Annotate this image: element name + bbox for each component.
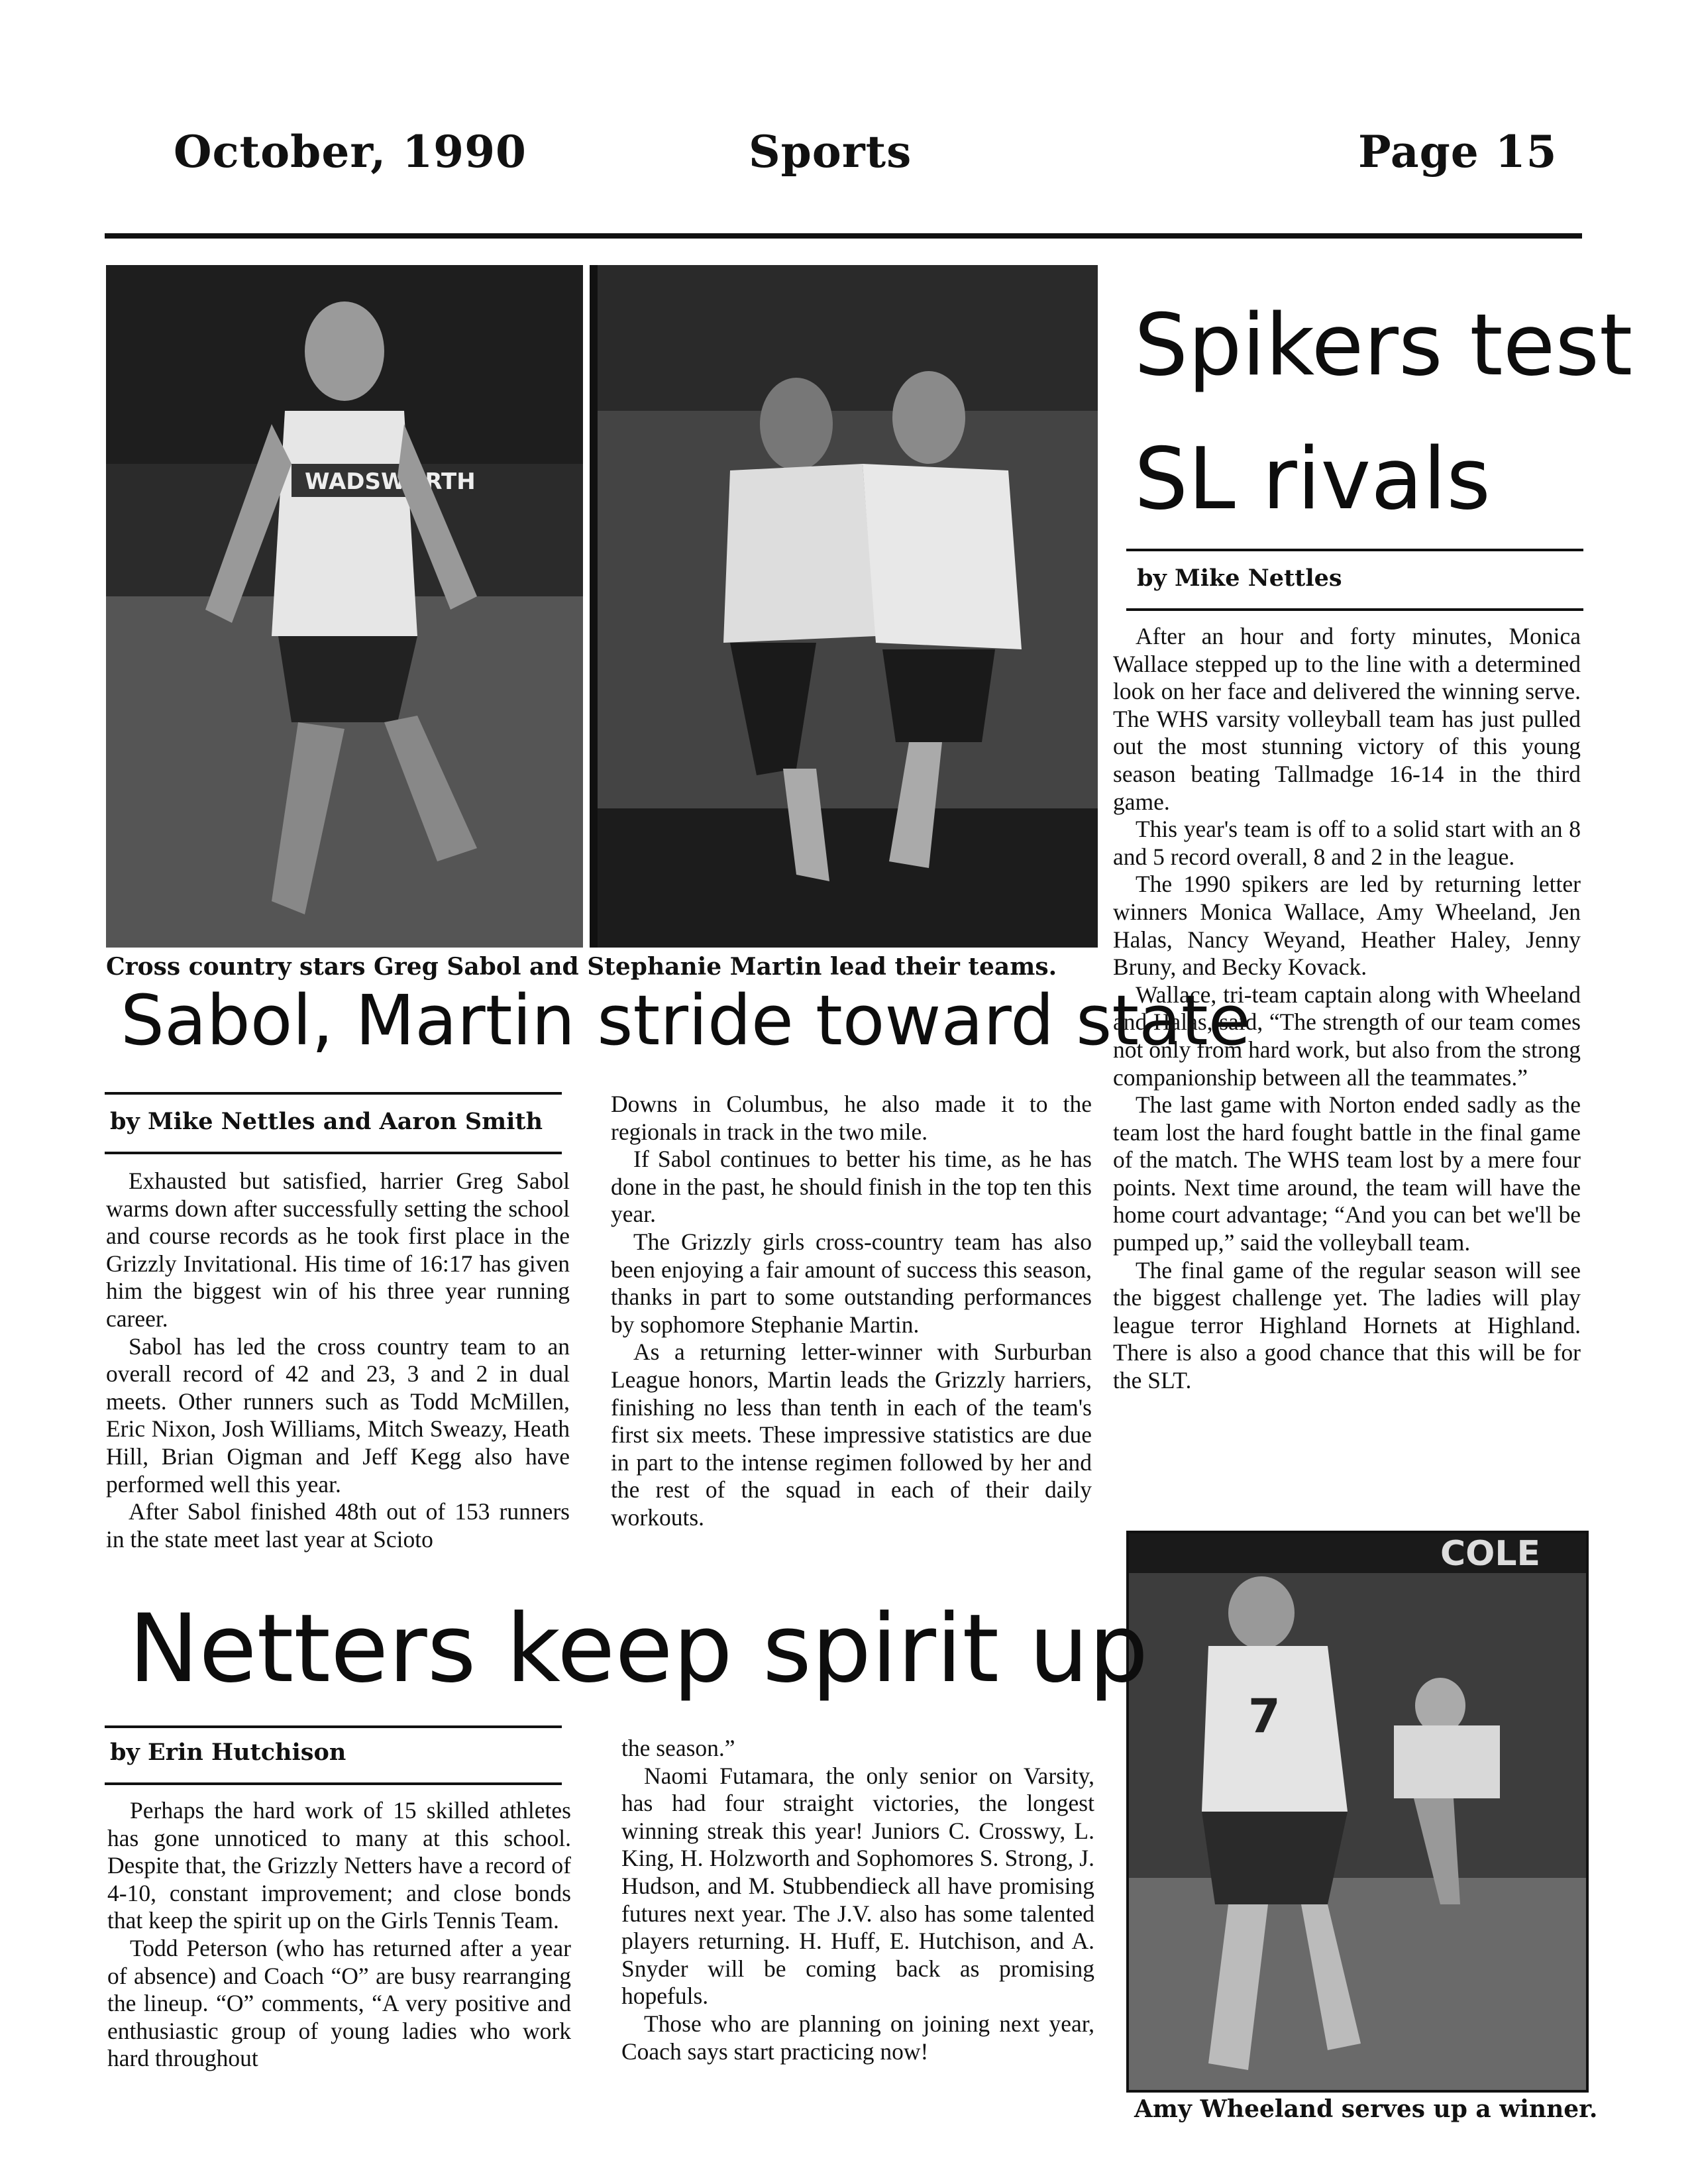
gym-sign-text: COLE <box>1440 1534 1541 1574</box>
byline-rule-bottom <box>105 1152 562 1154</box>
tennis-byline-rule-top <box>105 1725 562 1728</box>
paragraph: Those who are planning on joining next year, Coach says start practicing now! <box>621 2010 1094 2065</box>
paragraph: This year's team is off to a solid start with an 8 and 5 record overall, 8 and 2 in the league. <box>1113 816 1581 870</box>
paragraph: The 1990 spikers are led by returning letter winners Monica Wallace, Amy Wheeland, Jen Halas, Nancy Weyand, Heather Haley, Jenny Bruny, and Becky Kovack. <box>1113 871 1581 981</box>
cross-country-column-1 <box>106 1168 570 1553</box>
photo-sabol-image <box>106 265 583 948</box>
tennis-column-1 <box>107 1797 571 2073</box>
headline-cross-country: Sabol, Martin stride toward state <box>121 980 1251 1061</box>
paragraph: After an hour and forty minutes, Monica Wallace stepped up to the line with a determined look on her face and delivered the winning serve. The WHS varsity volleyball team has just pulled out the most stunning victory of this young season beating Tallmadge 16-14 in the third game. <box>1113 623 1581 815</box>
section-title: Sports <box>749 126 912 178</box>
sabol-jersey-text: WADSWORTH <box>305 468 476 495</box>
page-number: Page 15 <box>1358 126 1558 178</box>
photo-caption-cross-country: Cross country stars Greg Sabol and Stephanie Martin lead their teams. <box>106 953 1057 981</box>
tennis-byline-rule-bottom <box>105 1782 562 1785</box>
paragraph: Perhaps the hard work of 15 skilled athletes has gone unnoticed to many at this school. Despite that, the Grizzly Netters have a record of 4-10, constant improvement; and close bonds that keep the spirit up on the Girls Tennis Team. <box>107 1797 571 1934</box>
volleyball-byline-rule-top <box>1126 549 1583 551</box>
issue-date: October, 1990 <box>174 126 527 178</box>
photo-wheeland <box>1126 1531 1589 2093</box>
paragraph: Sabol has led the cross country team to an overall record of 42 and 23, 3 and 2 in dual meets. Other runners such as Todd McMillen, Eric Nixon, Josh Williams, Mitch Sweazy, Heath Hill, Brian Oigman and Jeff Kegg also have performed well this year. <box>106 1333 570 1498</box>
headline-tennis: Netters keep spirit up <box>129 1594 1149 1704</box>
tennis-column-2 <box>621 1735 1094 2065</box>
paragraph: If Sabol continues to better his time, as he has done in the past, he should finish in the top ten this year. <box>611 1146 1092 1228</box>
cross-country-column-2 <box>611 1091 1092 1532</box>
photo-martin-image <box>598 265 1098 948</box>
headline-volleyball-line-2: SL rivals <box>1134 430 1491 529</box>
paragraph: The Grizzly girls cross-country team has also been enjoying a fair amount of success this season, thanks in part to some outstanding performances by sophomore Stephanie Martin. <box>611 1228 1092 1338</box>
photo-caption-wheeland: Amy Wheeland serves up a winner. <box>1134 2095 1598 2123</box>
wheeland-number: 7 <box>1248 1689 1281 1743</box>
photo-sabol <box>106 265 583 948</box>
byline-cross-country: by Mike Nettles and Aaron Smith <box>110 1108 543 1135</box>
volleyball-column <box>1113 623 1581 1395</box>
paragraph: the season.” <box>621 1735 735 1761</box>
paragraph: Wallace, tri-team captain along with Wheeland and Halas, said, “The strength of our team comes not only from hard work, but also from the strong companionship between all the teammates.” <box>1113 981 1581 1091</box>
paragraph: After Sabol finished 48th out of 153 runners in the state meet last year at Scioto <box>106 1498 570 1553</box>
paragraph: Todd Peterson (who has returned after a year of absence) and Coach “O” are busy rearranging the lineup. “O” comments, “A very positive and enthusiastic group of young ladies who work hard throughout <box>107 1934 571 2072</box>
paragraph: As a returning letter-winner with Surburban League honors, Martin leads the Grizzly harriers, finishing no less than tenth in each of the team's first six meets. These impressive statistics are due in part to the intense regimen followed by her and the rest of the squad in each of their daily workouts. <box>611 1338 1092 1531</box>
byline-volleyball: by Mike Nettles <box>1137 565 1342 592</box>
paragraph: The final game of the regular season will see the biggest challenge yet. The ladies will play league terror Highland Hornets at Highland. There is also a good chance that this will be for the SLT. <box>1113 1256 1581 1394</box>
paragraph: Exhausted but satisfied, harrier Greg Sabol warms down after successfully setting the school and course records as he took first place in the Grizzly Invitational. His time of 16:17 has given him the biggest win of his three year running career. <box>106 1168 570 1332</box>
photo-martin <box>590 265 1098 948</box>
paragraph: Naomi Futamara, the only senior on Varsity, has had four straight victories, the longest winning streak this year! Juniors C. Crosswy, L. King, H. Holzworth and Sophomores S. Strong, J. Hudson, and M. Stubbendieck all have promising futures next year. The J.V. also has some talented players returning. H. Huff, E. Hutchison, and A. Snyder will be coming back as promising hopefuls. <box>621 1762 1094 2010</box>
paragraph: Downs in Columbus, he also made it to the regionals in track in the two mile. <box>611 1091 1092 1145</box>
volleyball-byline-rule-bottom <box>1126 608 1583 611</box>
byline-tennis: by Erin Hutchison <box>110 1739 346 1766</box>
paragraph: The last game with Norton ended sadly as the team lost the hard fought battle in the final game of the match. The WHS team lost by a mere four points. Next time around, the team will have the home court advantage; “And you can bet we'll be pumped up,” said the volleyball team. <box>1113 1091 1581 1256</box>
header-rule <box>105 233 1582 239</box>
byline-rule-top <box>105 1092 562 1095</box>
headline-volleyball-line-1: Spikers test <box>1134 296 1633 395</box>
photo-wheeland-image <box>1129 1533 1586 2090</box>
